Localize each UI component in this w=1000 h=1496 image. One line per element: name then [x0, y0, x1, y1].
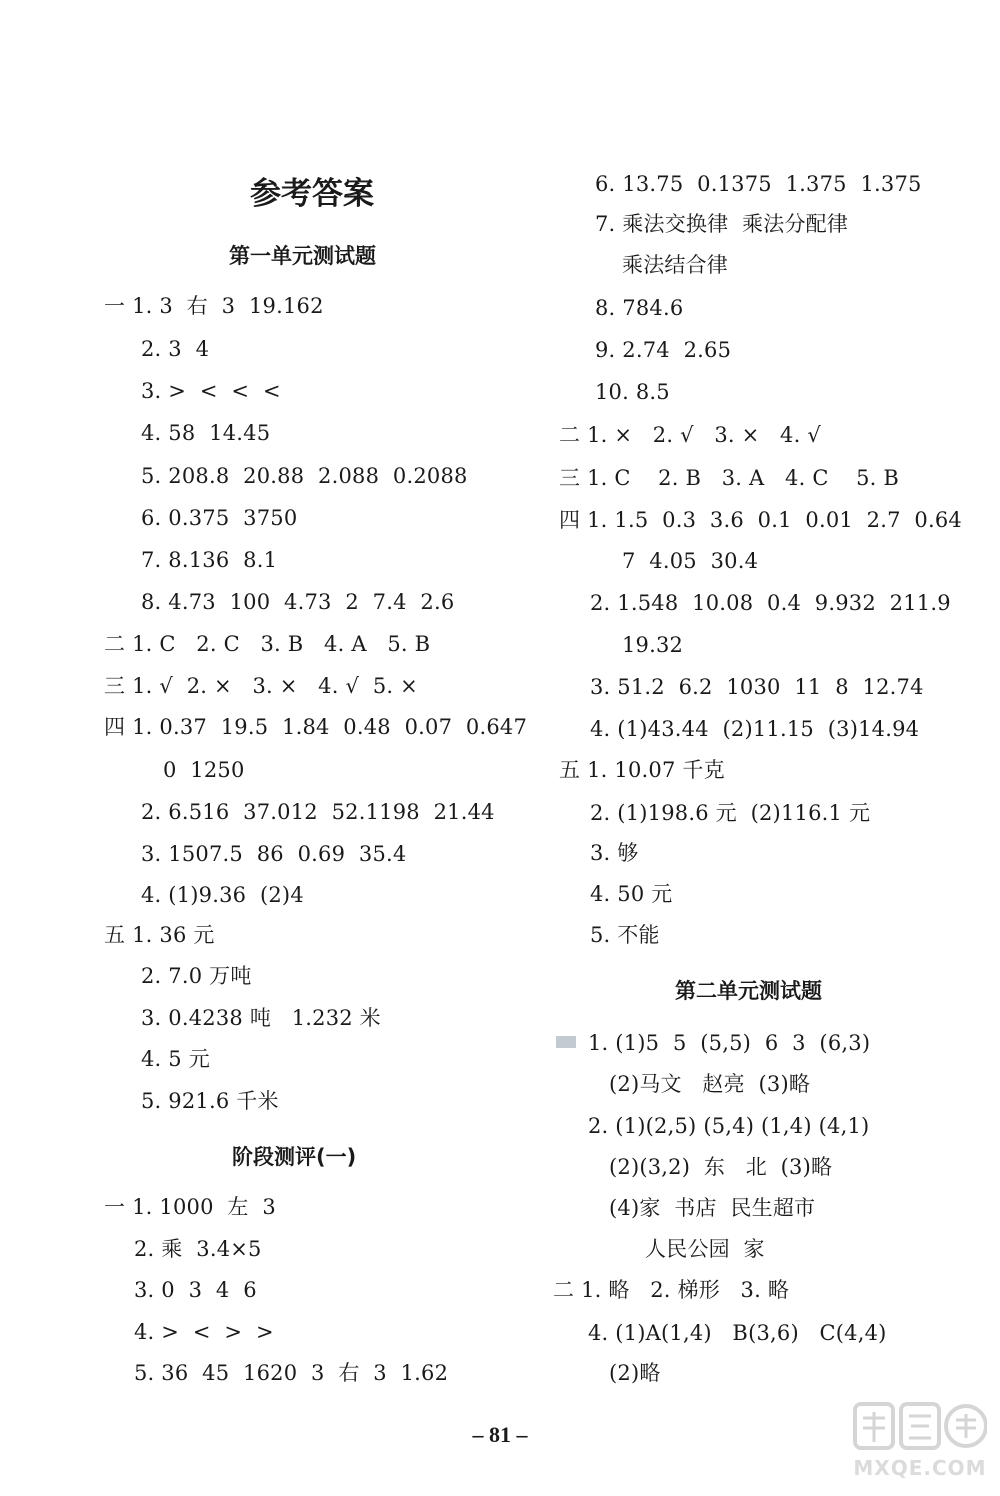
answer-line: 2. 3 4	[141, 337, 210, 361]
answer-line: 3. 0.4238 吨 1.232 米	[141, 1006, 381, 1030]
answer-line: 8. 784.6	[595, 296, 684, 320]
answer-line: (2)马文 赵亮 (3)略	[609, 1072, 811, 1096]
page-number: – 81 –	[472, 1422, 528, 1447]
answer-line: 5. 不能	[590, 923, 660, 947]
print-speck	[556, 1036, 576, 1048]
answer-line: 5. 36 45 1620 3 右 3 1.62	[134, 1361, 449, 1385]
answer-line: 3. 51.2 6.2 1030 11 8 12.74	[590, 675, 924, 699]
answer-line: 6. 0.375 3750	[141, 506, 298, 530]
answer-line: 2. 7.0 万吨	[141, 964, 252, 988]
answer-line: 2. (1)198.6 元 (2)116.1 元	[590, 801, 871, 825]
answer-line: 9. 2.74 2.65	[595, 338, 732, 362]
answer-line: 三 1. C 2. B 3. A 4. C 5. B	[559, 466, 900, 490]
watermark-site: MXQE.COM	[853, 1456, 987, 1480]
answer-line: 五 1. 36 元	[104, 923, 215, 947]
answer-line: (2)(3,2) 东 北 (3)略	[609, 1155, 833, 1179]
answer-line: 3. 1507.5 86 0.69 35.4	[141, 842, 407, 866]
answer-line: 四 1. 0.37 19.5 1.84 0.48 0.07 0.647	[104, 715, 528, 739]
answer-line: 7. 乘法交换律 乘法分配律	[595, 212, 849, 236]
answer-line: 二 1. C 2. C 3. B 4. A 5. B	[104, 632, 431, 656]
watermark	[845, 1398, 995, 1488]
answer-line: 0 1250	[163, 758, 245, 782]
answer-line: 三 1. √ 2. × 3. × 4. √ 5. ×	[104, 674, 418, 698]
answer-line: 人民公园 家	[645, 1237, 765, 1261]
answer-line: 8. 4.73 100 4.73 2 7.4 2.6	[141, 590, 455, 614]
page-title: 参考答案	[250, 176, 374, 212]
answer-line: 3. 够	[590, 841, 639, 865]
answer-line: 五 1. 10.07 千克	[559, 758, 725, 782]
answer-line: 4. (1)9.36 (2)4	[141, 883, 304, 907]
answer-line: 4. 50 元	[590, 882, 673, 906]
answer-line: 一 1. 3 右 3 19.162	[104, 294, 324, 318]
answer-line: 6. 13.75 0.1375 1.375 1.375	[595, 172, 922, 196]
answer-line: 5. 208.8 20.88 2.088 0.2088	[141, 464, 468, 488]
answer-line: 7. 8.136 8.1	[141, 548, 278, 572]
answer-line: 1. (1)5 5 (5,5) 6 3 (6,3)	[588, 1031, 871, 1055]
answer-line: 二 1. × 2. √ 3. × 4. √	[559, 423, 821, 447]
answer-line: 2. 6.516 37.012 52.1198 21.44	[141, 800, 495, 824]
answer-line: 4. > < > >	[134, 1320, 274, 1344]
answer-line: 4. (1)A(1,4) B(3,6) C(4,4)	[588, 1321, 887, 1345]
answer-line: (4)家 书店 民生超市	[609, 1196, 816, 1220]
answer-line: 3. > < < <	[141, 379, 281, 403]
section-heading-unit1: 第一单元测试题	[229, 244, 376, 268]
answer-line: 四 1. 1.5 0.3 3.6 0.1 0.01 2.7 0.64	[559, 508, 962, 532]
answer-line: 4. 58 14.45	[141, 421, 271, 445]
watermark-logo-icon	[853, 1398, 987, 1454]
answer-line: 4. 5 元	[141, 1047, 210, 1071]
answer-line: 2. 乘 3.4×5	[134, 1237, 262, 1261]
answer-line: 19.32	[622, 633, 684, 657]
answer-line: 10. 8.5	[595, 380, 670, 404]
answer-line: 乘法结合律	[622, 253, 728, 277]
section-heading-stage1: 阶段测评(一)	[232, 1145, 357, 1169]
answer-line: 4. (1)43.44 (2)11.15 (3)14.94	[590, 717, 920, 741]
answer-line: 一 1. 1000 左 3	[104, 1195, 276, 1219]
section-heading-unit2: 第二单元测试题	[675, 979, 822, 1003]
answer-line: 5. 921.6 千米	[141, 1089, 279, 1113]
answer-line: (2)略	[609, 1361, 661, 1385]
answer-line: 7 4.05 30.4	[622, 549, 759, 573]
answer-line: 2. 1.548 10.08 0.4 9.932 211.9	[590, 591, 951, 615]
answer-line: 3. 0 3 4 6	[134, 1278, 257, 1302]
answer-line: 2. (1)(2,5) (5,4) (1,4) (4,1)	[588, 1114, 870, 1138]
answer-line: 二 1. 略 2. 梯形 3. 略	[553, 1278, 790, 1302]
